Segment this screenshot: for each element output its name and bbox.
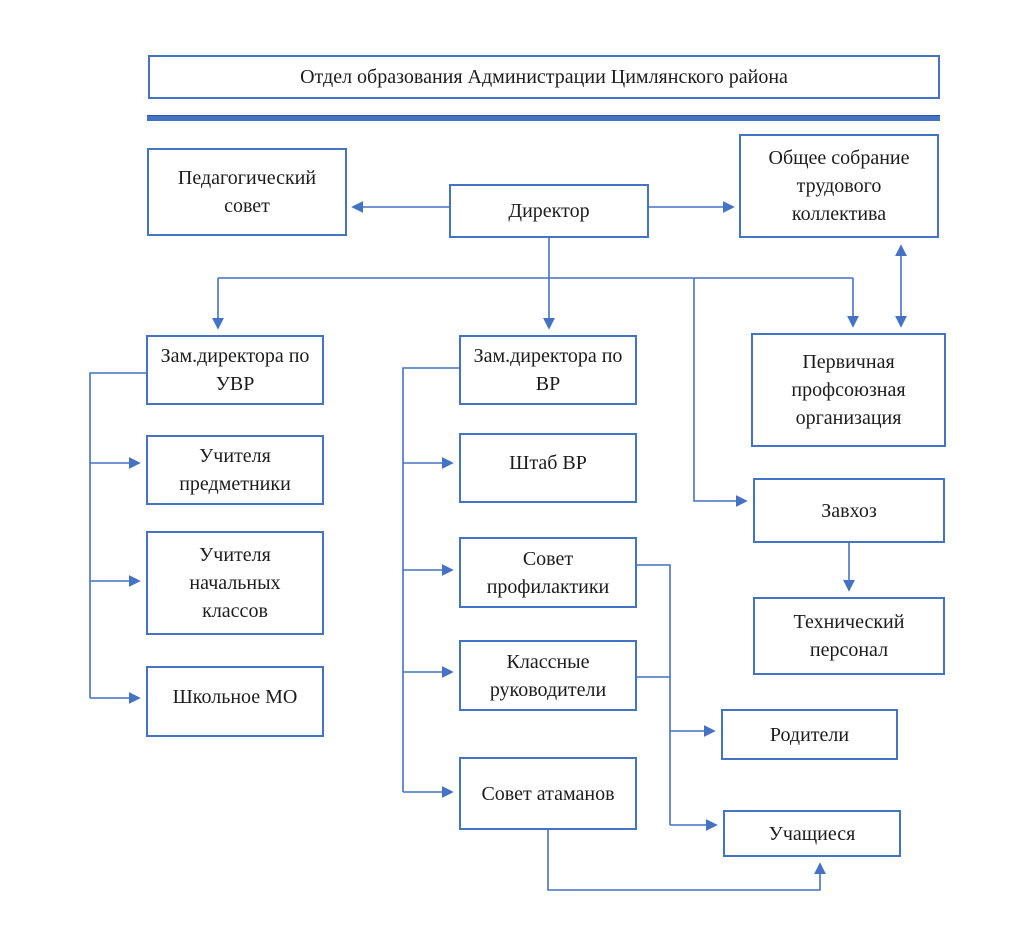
node-parents: Родители	[721, 709, 898, 760]
connector-right-bus	[637, 565, 670, 825]
connector-drop-zavkhoz	[694, 278, 746, 501]
node-pupils: Учащиеся	[723, 810, 901, 857]
node-vr-staff: Штаб ВР	[459, 433, 637, 503]
node-technical-staff: Технический персонал	[753, 597, 945, 675]
node-school-mo: Школьное МО	[146, 666, 324, 737]
node-prevention-council: Совет профилактики	[459, 537, 637, 608]
node-subject-teachers: Учителя предметники	[146, 435, 324, 505]
node-deputy-director-vr: Зам.директора по ВР	[459, 335, 637, 405]
node-pedagogical-council: Педагогический совет	[147, 148, 347, 236]
node-director: Директор	[449, 184, 649, 238]
connector-uvr-bus	[90, 373, 146, 698]
title-separator-rule	[147, 115, 940, 121]
node-supply-manager: Завхоз	[753, 478, 945, 543]
node-education-department: Отдел образования Администрации Цимлянского района	[148, 55, 940, 99]
connector-vr-bus	[403, 368, 459, 792]
node-primary-school-teachers: Учителя начальных классов	[146, 531, 324, 635]
node-general-meeting: Общее собрание трудового коллектива	[739, 134, 939, 238]
node-atamans-council: Совет атаманов	[459, 757, 637, 830]
node-deputy-director-uvr: Зам.директора по УВР	[146, 335, 324, 405]
node-trade-union-organization: Первичная профсоюзная организация	[751, 333, 946, 447]
node-class-teachers: Классные руководители	[459, 640, 637, 711]
